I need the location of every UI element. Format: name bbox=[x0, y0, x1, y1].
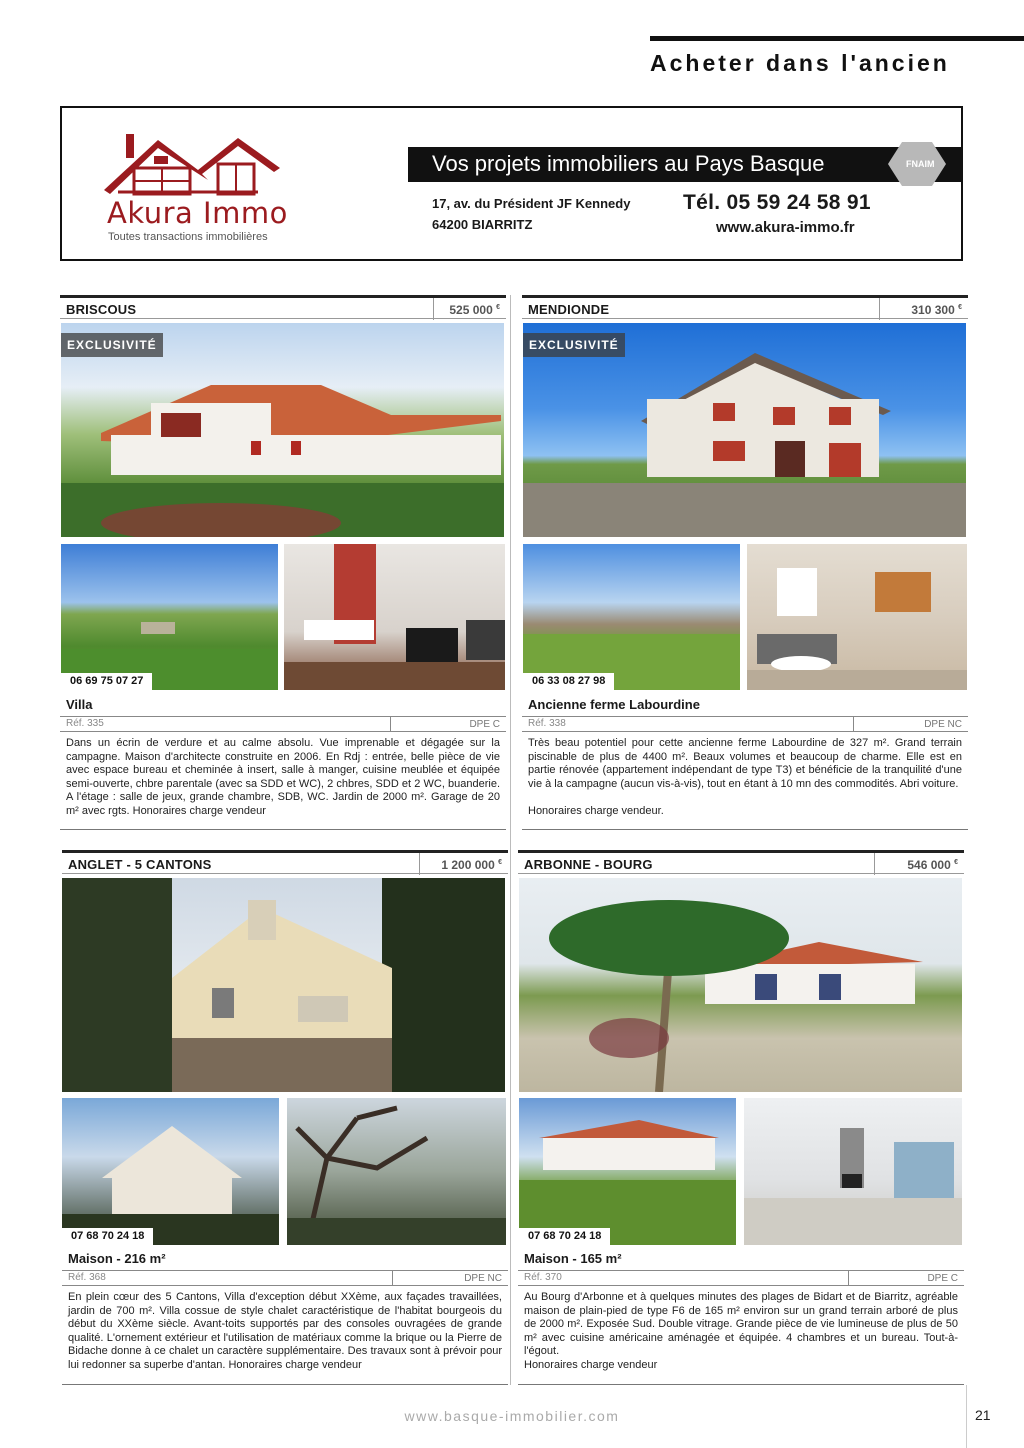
listing-price: 546 000 € bbox=[907, 858, 958, 872]
listing-dpe: DPE NC bbox=[464, 1273, 502, 1284]
listing-type: Maison - 165 m² bbox=[524, 1251, 622, 1266]
photo-facade bbox=[62, 1098, 279, 1245]
listing-price: 1 200 000 € bbox=[441, 858, 502, 872]
photo-garden-house bbox=[519, 1098, 736, 1245]
listing-card-mendionde bbox=[522, 295, 968, 830]
listing-meta bbox=[60, 716, 506, 732]
header-rule bbox=[650, 36, 1024, 41]
listing-phone[interactable]: 06 69 75 07 27 bbox=[61, 673, 152, 690]
listing-type: Ancienne ferme Labourdine bbox=[528, 697, 700, 712]
house-logo-icon bbox=[98, 130, 284, 200]
listing-meta bbox=[522, 716, 968, 732]
listing-meta bbox=[518, 1270, 964, 1286]
page-number: 21 bbox=[966, 1385, 1000, 1448]
photo-garden bbox=[61, 544, 278, 690]
advertiser-banner-text: Vos projets immobiliers au Pays Basque bbox=[432, 151, 825, 176]
listing-description-extra: Honoraires charge vendeur bbox=[524, 1359, 658, 1371]
listing-description: Très beau potentiel pour cette ancienne ferme Labourdine de 327 m². Grand terrain piscinable de plus de 4400 m². Beaux volumes et beaucoup de charme. Elle est en partie rénovée (appartement indépendant de type T3) et bénéficie de la tranquilité d'une vie à la campagne (aucun vis-à-vis), tout en étant à 10 mn des commodités. Abri voiture. bbox=[528, 737, 962, 790]
listing-city: ANGLET - 5 CANTONS bbox=[68, 857, 212, 872]
listing-dpe: DPE C bbox=[927, 1273, 958, 1284]
photo-interior bbox=[744, 1098, 962, 1245]
listing-description: Dans un écrin de verdure et au calme absolu. Vue imprenable et dégagée sur la campagne. Maison d'architecte construite en 2006. En Rdj : entrée, belle pièce de vie avec espace bureau et cheminée à insert, salle à manger, cuisine meublée et équipée semi-ouverte, chbre parentale (avec sa SDD et WC), 2 chbres, SDD et 2 WC, buanderie. A l'étage : salle de jeux, grande chambre, SDB, WC. Jardin de 2000 m². Garage de 20 m² avec rgts. Honoraires charge vendeur bbox=[66, 737, 500, 817]
listing-city: BRISCOUS bbox=[66, 302, 137, 317]
listing-type: Villa bbox=[66, 697, 93, 712]
listing-meta bbox=[62, 1270, 508, 1286]
exclusivite-badge: EXCLUSIVITÉ bbox=[61, 333, 163, 357]
listing-description: En plein cœur des 5 Cantons, Villa d'exception début XXème, aux façades travaillées, jardin de 700 m². Villa cossue de style chalet caractéristique de l'habitat bourgeois du début du XXème siècle. Avant-toits supportés par des consoles ouvragées de grande qualité. L'ornement extérieur et l'utilisation de matériaux comme la brique ou la Pierre de Bidache donne à ce chalet un caractère supplémentaire. Des travaux sont à prévoir pour lui redonner sa superbe d'antan. Honoraires charge vendeur bbox=[68, 1291, 502, 1371]
listing-dpe: DPE NC bbox=[924, 719, 962, 730]
photo-main bbox=[519, 878, 962, 1092]
listing-ref: Réf. 368 bbox=[68, 1272, 106, 1283]
listing-card-briscous bbox=[60, 295, 506, 830]
photo-interior bbox=[284, 544, 505, 690]
photo-main bbox=[61, 323, 504, 537]
advertiser-address-line1: 17, av. du Président JF Kennedy bbox=[432, 196, 631, 211]
photo-main bbox=[62, 878, 505, 1092]
fnaim-badge-label: FNAIM bbox=[906, 159, 935, 169]
listing-header bbox=[522, 295, 968, 319]
listing-header bbox=[518, 850, 964, 874]
advertiser-phone: Tél. 05 59 24 58 91 bbox=[683, 191, 871, 214]
photo-field bbox=[523, 544, 740, 690]
listing-phone[interactable]: 07 68 70 24 18 bbox=[62, 1228, 153, 1245]
photo-main bbox=[523, 323, 966, 537]
listing-description: Au Bourg d'Arbonne et à quelques minutes des plages de Bidart et de Biarritz, agréable maison de plain-pied de type F6 de 165 m² environ sur un grand terrain arboré de plus de 2000 m². Exposée Sud. Double vitrage. Grande pièce de vie lumineuse de plus de 50 m² avec cuisine américaine aménagée et équipée. 4 chambres et un bureau. Tout-à-l'égout. bbox=[524, 1291, 958, 1358]
listing-city: ARBONNE - BOURG bbox=[524, 857, 653, 872]
photo-living-room bbox=[747, 544, 967, 690]
listing-phone[interactable]: 07 68 70 24 18 bbox=[519, 1228, 610, 1245]
section-title: Acheter dans l'ancien bbox=[650, 50, 950, 76]
listing-ref: Réf. 370 bbox=[524, 1272, 562, 1283]
listing-header bbox=[62, 850, 508, 874]
photo-trees bbox=[287, 1098, 506, 1245]
advertiser-website[interactable]: www.akura-immo.fr bbox=[716, 219, 855, 236]
listing-description-extra: Honoraires charge vendeur. bbox=[528, 805, 664, 817]
exclusivite-badge: EXCLUSIVITÉ bbox=[523, 333, 625, 357]
advertiser-logo-name: Akura Immo bbox=[107, 196, 288, 230]
listing-card-arbonne bbox=[518, 850, 964, 1385]
listing-price: 310 300 € bbox=[911, 303, 962, 317]
listing-dpe: DPE C bbox=[469, 719, 500, 730]
listing-price: 525 000 € bbox=[449, 303, 500, 317]
listing-phone[interactable]: 06 33 08 27 98 bbox=[523, 673, 614, 690]
listing-city: MENDIONDE bbox=[528, 302, 610, 317]
column-divider bbox=[510, 295, 511, 1385]
advertiser-address-line2: 64200 BIARRITZ bbox=[432, 217, 533, 232]
listing-ref: Réf. 338 bbox=[528, 718, 566, 729]
listing-card-anglet bbox=[62, 850, 508, 1385]
listing-ref: Réf. 335 bbox=[66, 718, 104, 729]
listing-type: Maison - 216 m² bbox=[68, 1251, 166, 1266]
listing-header bbox=[60, 295, 506, 319]
advertiser-logo-tagline: Toutes transactions immobilières bbox=[108, 231, 268, 243]
footer-url[interactable]: www.basque-immobilier.com bbox=[404, 1408, 620, 1424]
